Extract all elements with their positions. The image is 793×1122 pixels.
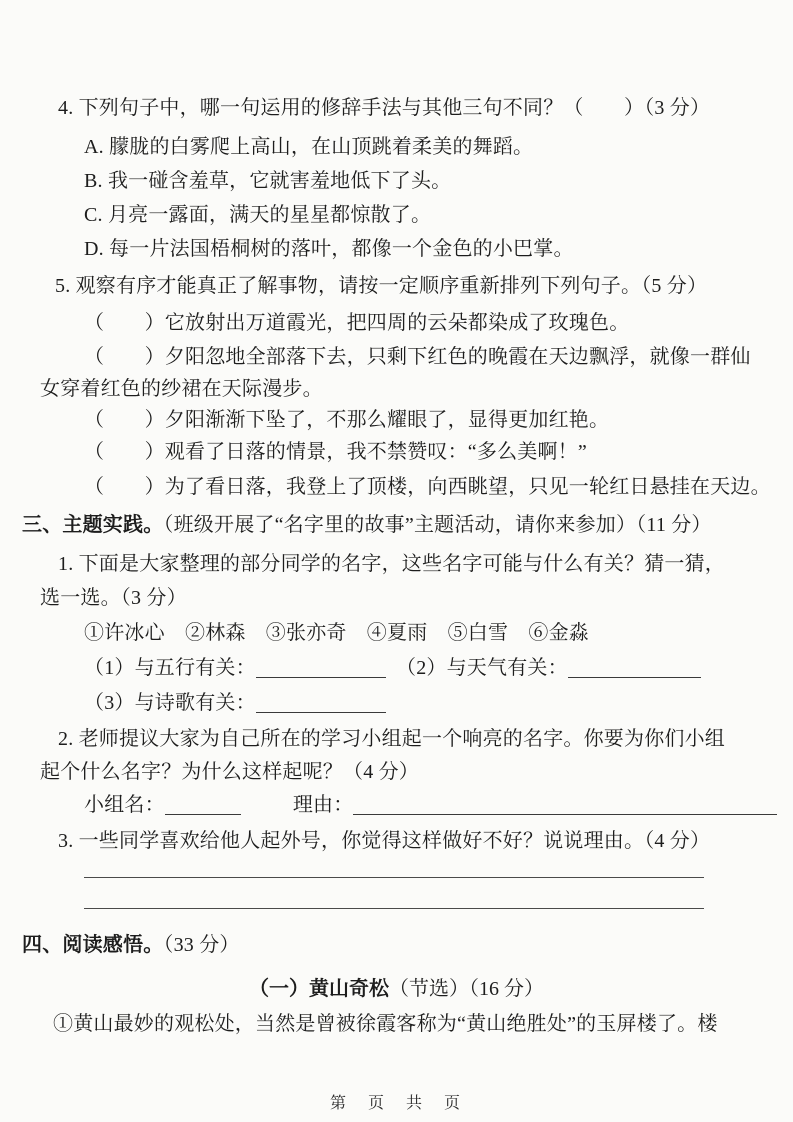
question-5-item-4: （ ）观看了日落的情景，我不禁赞叹：“多么美啊！”	[84, 441, 587, 463]
question-5-item-5: （ ）为了看日落，我登上了顶楼，向西眺望，只见一轮红日悬挂在天边。	[84, 476, 771, 498]
s3-q2-answer-row	[84, 793, 777, 818]
s3-q2-reason-line	[353, 794, 777, 815]
question-5-stem: 5. 观察有序才能真正了解事物，请按一定顺序重新排列下列句子。（5 分）	[55, 275, 708, 297]
passage-title	[0, 972, 793, 1001]
s3-q2-group-name-label: 小组名：	[84, 794, 165, 816]
s3-q2-group-name-line	[165, 794, 241, 815]
question-4-option-b: B. 我一碰含羞草，它就害羞地低下了头。	[84, 170, 452, 192]
s3-q1-blank-3-label: （3）与诗歌有关：	[84, 692, 256, 714]
s3-q3-answer-line-1	[84, 877, 704, 878]
question-4-stem: 4. 下列句子中，哪一句运用的修辞手法与其他三句不同？（ ）（3 分）	[58, 97, 711, 119]
s3-q1-name-list: ①许冰心 ②林森 ③张亦奇 ④夏雨 ⑤白雪 ⑥金淼	[84, 622, 589, 644]
s3-q1-blank-1	[84, 656, 386, 681]
section-4-score: （33 分）	[163, 934, 240, 956]
s3-q3-stem: 3. 一些同学喜欢给他人起外号，你觉得这样做好不好？说说理由。（4 分）	[58, 830, 711, 852]
question-4-option-a: A. 朦胧的白雾爬上高山，在山顶跳着柔美的舞蹈。	[84, 136, 534, 158]
section-4-title: 四、阅读感悟。	[22, 934, 164, 956]
s3-q1-blank-2-line	[568, 657, 701, 678]
s3-q1-blank-2	[396, 656, 701, 681]
s3-q2-stem-line2: 起个什么名字？为什么这样起呢？（4 分）	[40, 761, 419, 783]
s3-q1-blank-3-line	[256, 692, 386, 713]
s3-q1-blank-2-label: （2）与天气有关：	[396, 657, 568, 679]
passage-title-note: （节选）（16 分）	[389, 978, 544, 1000]
s3-q1-blank-3	[84, 691, 386, 716]
s3-q2-reason-label: 理由：	[292, 794, 354, 816]
question-5-item-1: （ ）它放射出万道霞光，把四周的云朵都染成了玫瑰色。	[84, 312, 630, 334]
page-footer: 第 页 共 页	[329, 1095, 463, 1112]
s3-q1-stem-line2: 选一选。（3 分）	[40, 587, 187, 609]
section-3-title: 三、主题实践。	[22, 514, 164, 536]
question-5-item-2-wrap: 女穿着红色的纱裙在天际漫步。	[40, 378, 323, 400]
section-4-heading	[22, 933, 240, 958]
question-4-option-c: C. 月亮一露面，满天的星星都惊散了。	[84, 204, 432, 226]
s3-q3-answer-line-2	[84, 908, 704, 909]
question-5-item-3: （ ）夕阳渐渐下坠了，不那么耀眼了，显得更加红艳。	[84, 409, 610, 431]
s3-q2-stem-line1: 2. 老师提议大家为自己所在的学习小组起一个响亮的名字。你要为你们小组	[58, 728, 725, 750]
passage-title-main: （一）黄山奇松	[249, 978, 389, 1000]
question-4-option-d: D. 每一片法国梧桐树的落叶，都像一个金色的小巴掌。	[84, 238, 574, 260]
section-3-note: （班级开展了“名字里的故事”主题活动，请你来参加）（11 分）	[163, 514, 712, 536]
question-5-item-2: （ ）夕阳忽地全部落下去，只剩下红色的晚霞在天边飘浮，就像一群仙	[84, 346, 751, 368]
s3-q1-blank-1-label: （1）与五行有关：	[84, 657, 256, 679]
section-3-heading	[22, 513, 712, 538]
s3-q1-blank-1-line	[256, 657, 386, 678]
s3-q1-stem-line1: 1. 下面是大家整理的部分同学的名字，这些名字可能与什么有关？猜一猜，	[58, 553, 725, 575]
passage-paragraph-1: ①黄山最妙的观松处，当然是曾被徐霞客称为“黄山绝胜处”的玉屏楼了。楼	[53, 1013, 718, 1035]
